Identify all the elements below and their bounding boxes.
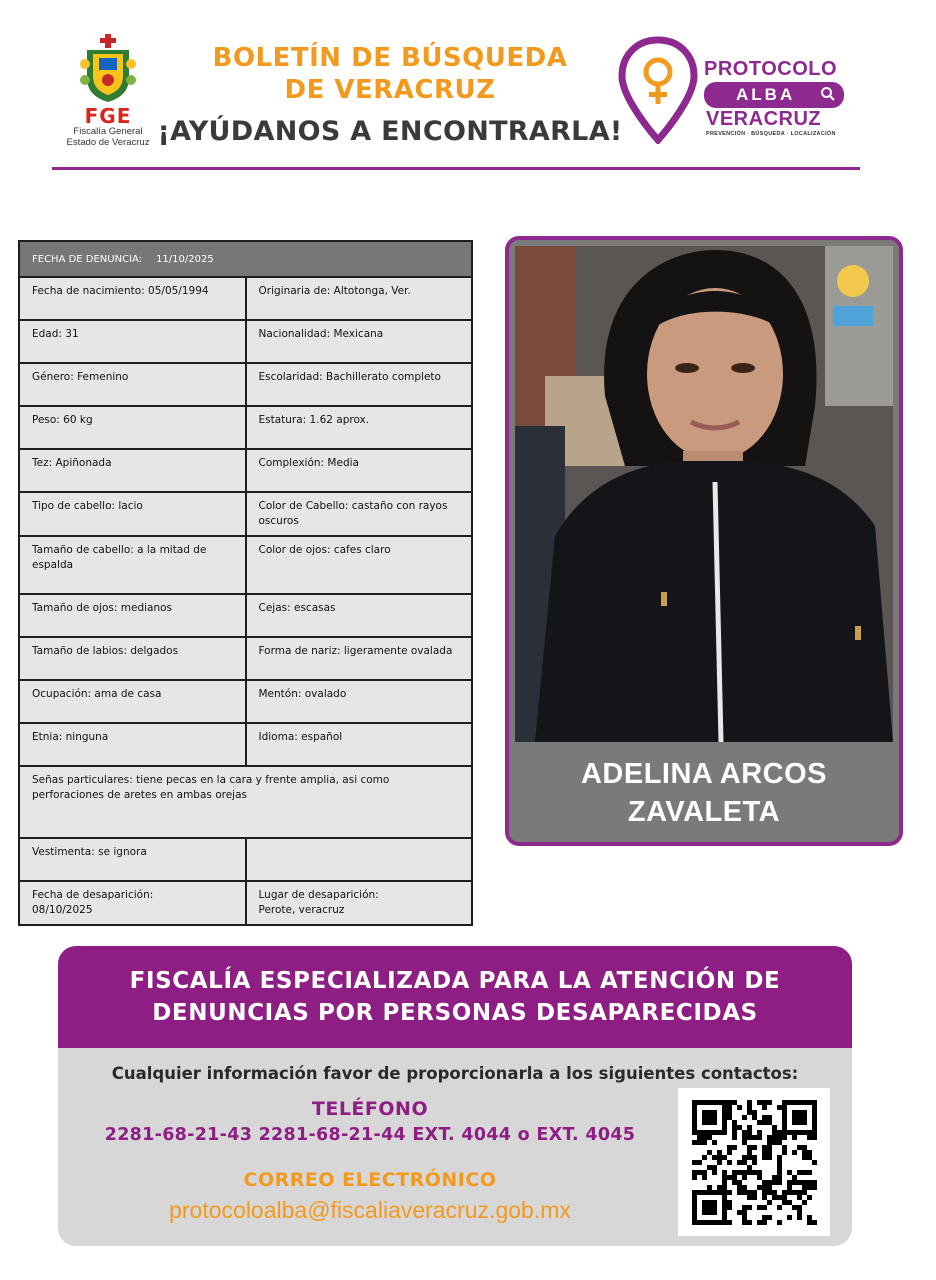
distinguishing-marks-row (19, 766, 472, 838)
missing-person-name (509, 748, 899, 838)
title-call-to-action: ¡AYÚDANOS A ENCONTRARLA! (157, 116, 623, 147)
email-label: CORREO ELECTRÓNICO (243, 1169, 497, 1191)
table-cell: Fecha de nacimiento: 05/05/1994 (19, 277, 246, 320)
table-cell: Género: Femenino (19, 363, 246, 406)
table-cell: Ocupación: ama de casa (19, 680, 246, 723)
alba-tagline: PREVENCIÓN · BÚSQUEDA · LOCALIZACIÓN (706, 131, 836, 137)
phone-label: TELÉFONO (311, 1098, 429, 1120)
table-cell: Edad: 31 (19, 320, 246, 363)
disappearance-row (19, 881, 472, 925)
table-cell: Nacionalidad: Mexicana (246, 320, 473, 363)
location-pin-venus-icon (618, 36, 698, 144)
report-date-value: 11/10/2025 (156, 253, 214, 265)
table-cell: Forma de nariz: ligeramente ovalada (246, 637, 473, 680)
clothing-extra-cell (246, 838, 473, 881)
person-details-table (18, 240, 473, 926)
table-cell: Tamaño de labios: delgados (19, 637, 246, 680)
table-cell: Etnia: ninguna (19, 723, 246, 766)
table-row (19, 680, 472, 723)
alba-protocolo-text: PROTOCOLO (704, 58, 838, 80)
missing-person-card (505, 236, 903, 846)
name-line-2: ZAVALETA (627, 796, 781, 828)
banner-line-1: FISCALÍA ESPECIALIZADA PARA LA ATENCIÓN DE (129, 968, 781, 994)
table-cell: Cejas: escasas (246, 594, 473, 637)
clothing-row (19, 838, 472, 881)
table-cell: Tamaño de ojos: medianos (19, 594, 246, 637)
title-line-2: DE VERACRUZ (284, 75, 496, 105)
table-cell: Color de ojos: cafes claro (246, 536, 473, 594)
phone-numbers[interactable]: 2281-68-21-43 2281-68-21-44 EXT. 4044 o EXT. 4045 (104, 1125, 636, 1145)
table-cell: Originaria de: Altotonga, Ver. (246, 277, 473, 320)
header-divider (52, 167, 860, 170)
table-row (19, 320, 472, 363)
table-cell: Complexión: Media (246, 449, 473, 492)
report-date-label: FECHA DE DENUNCIA: (32, 253, 143, 265)
distinguishing-marks-cell: Señas particulares: tiene pecas en la cara y frente amplia, asi como perforaciones de aretes en ambas orejas (19, 766, 472, 838)
qr-code[interactable] (678, 1088, 830, 1236)
fge-subtitle-1: Fiscalía General (73, 126, 143, 137)
table-cell: Tamaño de cabello: a la mitad de espalda (19, 536, 246, 594)
title-line-1: BOLETÍN DE BÚSQUEDA (212, 43, 568, 73)
report-date-row (19, 241, 472, 277)
fiscalia-banner (58, 946, 852, 1048)
alba-veracruz-text: VERACRUZ (706, 108, 822, 130)
alba-text: ALBA (736, 85, 796, 104)
missing-person-photo (515, 246, 893, 742)
name-line-1: ADELINA ARCOS (580, 758, 828, 790)
table-cell: Tez: Apiñonada (19, 449, 246, 492)
table-cell: Idioma: español (246, 723, 473, 766)
table-row (19, 492, 472, 536)
protocolo-alba-logo (618, 36, 858, 146)
table-row (19, 406, 472, 449)
disappearance-date-cell: Fecha de desaparición: 08/10/2025 (19, 881, 246, 925)
bulletin-title (150, 42, 630, 150)
email-address[interactable]: protocoloalba@fiscaliaveracruz.gob.mx (169, 1197, 571, 1223)
fge-logo (56, 34, 160, 156)
table-row (19, 637, 472, 680)
table-row (19, 363, 472, 406)
contact-instructions: Cualquier información favor de proporcionarla a los siguientes contactos: (111, 1064, 799, 1083)
disappearance-place-cell: Lugar de desaparición: Perote, veracruz (246, 881, 473, 925)
table-cell: Tipo de cabello: lacio (19, 492, 246, 536)
table-row (19, 449, 472, 492)
veracruz-shield-icon (79, 34, 137, 104)
table-cell: Escolaridad: Bachillerato completo (246, 363, 473, 406)
report-date-cell (19, 241, 472, 277)
table-row (19, 723, 472, 766)
table-cell: Mentón: ovalado (246, 680, 473, 723)
table-row (19, 594, 472, 637)
table-row (19, 536, 472, 594)
alba-pill (704, 82, 844, 108)
table-cell: Peso: 60 kg (19, 406, 246, 449)
magnifier-icon (820, 86, 836, 102)
fge-subtitle-2: Estado de Veracruz (66, 137, 150, 148)
banner-line-2: DENUNCIAS POR PERSONAS DESAPARECIDAS (152, 1000, 758, 1026)
fge-logo-text: FGE (84, 104, 132, 128)
clothing-cell: Vestimenta: se ignora (19, 838, 246, 881)
qr-code-icon (678, 1088, 830, 1236)
table-cell: Color de Cabello: castaño con rayos oscuros (246, 492, 473, 536)
table-cell: Estatura: 1.62 aprox. (246, 406, 473, 449)
table-row (19, 277, 472, 320)
person-portrait-illustration (515, 246, 893, 742)
contact-panel (58, 946, 852, 1246)
